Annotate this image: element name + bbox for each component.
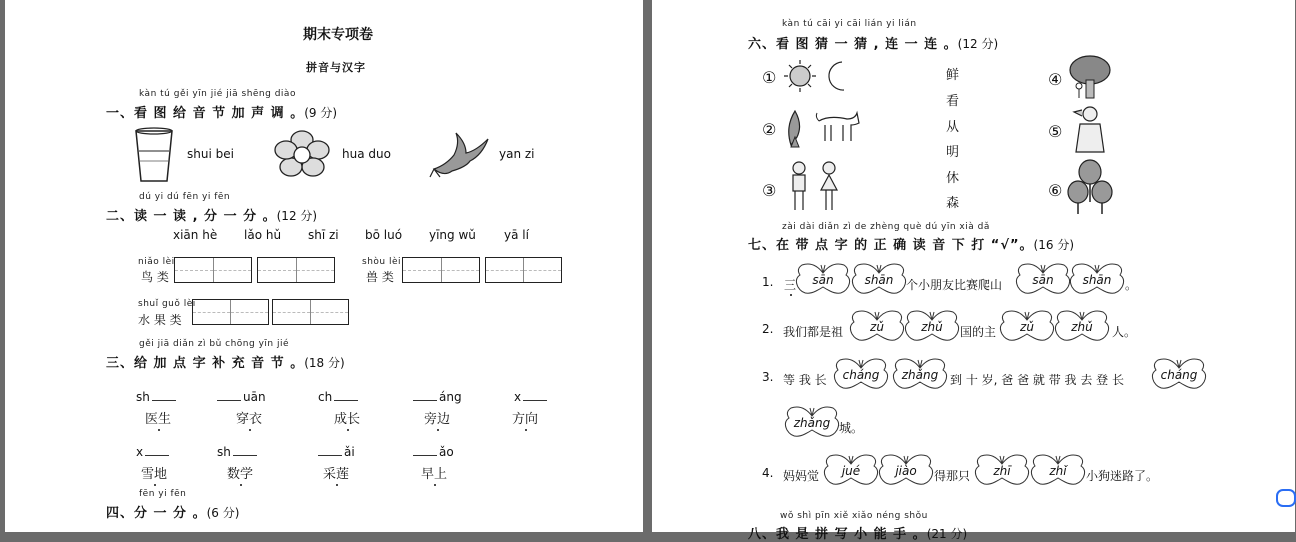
chat-assistant-icon[interactable] — [1271, 483, 1295, 509]
picture-number: ⑤ — [1048, 122, 1063, 141]
picture-number: ④ — [1048, 70, 1063, 89]
flower-icon — [273, 130, 331, 182]
item-shui-bei: shui bei — [187, 147, 234, 161]
word-option: lǎo hǔ — [244, 228, 282, 242]
match-char[interactable]: 从 — [946, 120, 960, 135]
fill-word: 数学 — [227, 467, 254, 482]
right-page — [652, 0, 1295, 542]
item-hua-duo: hua duo — [342, 147, 391, 161]
question-number: 3. — [762, 370, 774, 384]
picture-number: ① — [762, 68, 777, 87]
butterfly-option[interactable]: zǔ — [848, 308, 906, 348]
answer-box[interactable] — [485, 257, 562, 283]
category-pinyin: shòu lèi — [362, 257, 402, 267]
question-number: 4. — [762, 466, 774, 480]
section6-pinyin: kàn tú cāi yi cāi lián yi lián — [782, 19, 917, 29]
answer-box[interactable] — [192, 299, 269, 325]
fill-pinyin[interactable]: ǎi — [318, 443, 355, 459]
item-yan-zi: yan zi — [499, 147, 535, 161]
fill-word: 早上 — [421, 467, 448, 482]
fill-word: 雪地 — [141, 467, 168, 482]
section7-pinyin: zài dài diǎn zì de zhèng què dú yīn xià dǎ — [782, 222, 990, 232]
picture-number: ③ — [762, 181, 777, 200]
section3-pinyin: gěi jiā diǎn zì bǔ chōng yīn jié — [139, 339, 290, 349]
sentence-text: 小狗迷路了。 — [1086, 469, 1159, 483]
fill-word: 医生 — [145, 412, 172, 427]
answer-box[interactable] — [257, 257, 335, 283]
cup-icon — [133, 127, 175, 189]
category-label: 水 果 类 — [138, 313, 182, 327]
butterfly-option[interactable]: zhǔ — [1053, 308, 1111, 348]
category-label: 鸟 类 — [141, 270, 169, 284]
match-char[interactable]: 森 — [946, 196, 960, 211]
left-page — [5, 0, 643, 532]
fill-pinyin[interactable]: x — [514, 388, 547, 404]
section4-heading: 四、分 一 分 。(6 分) — [106, 506, 240, 521]
sentence-text: 城。 — [839, 421, 864, 435]
forest-icon — [1067, 158, 1113, 220]
match-char[interactable]: 明 — [946, 145, 960, 160]
fill-pinyin[interactable]: x — [136, 443, 169, 459]
section1-pinyin: kàn tú gěi yīn jié jiā shēng diào — [139, 89, 296, 99]
fill-pinyin[interactable]: ǎo — [413, 443, 454, 459]
butterfly-option[interactable]: shān — [850, 261, 908, 301]
fill-word: 方向 — [512, 412, 539, 427]
sun-moon-icon — [782, 58, 862, 98]
question-number: 1. — [762, 275, 774, 289]
butterfly-option[interactable]: cháng — [832, 356, 890, 396]
butterfly-option[interactable]: sān — [1014, 261, 1072, 301]
answer-box[interactable] — [174, 257, 252, 283]
fill-pinyin[interactable]: sh — [136, 388, 176, 404]
sentence-text: 个小朋友比赛爬山 — [906, 278, 1003, 292]
word-option: shī zi — [308, 228, 339, 242]
section8-heading: 八、我 是 拼 写 小 能 手 。(21 分) — [748, 527, 968, 542]
page-title: 期末专项卷 — [303, 27, 373, 43]
person-looking-icon — [1070, 104, 1110, 158]
butterfly-option[interactable]: zhī — [973, 452, 1031, 492]
fill-word: 成长 — [334, 412, 361, 427]
sentence-text: 妈妈觉 — [783, 469, 820, 483]
butterfly-option[interactable]: cháng — [1150, 356, 1208, 396]
word-option: bō luó — [365, 228, 403, 242]
butterfly-option[interactable]: jiào — [877, 452, 935, 492]
word-option: yīng wǔ — [429, 228, 476, 242]
section3-heading: 三、给 加 点 字 补 充 音 节 。(18 分) — [106, 356, 345, 371]
picture-number: ⑥ — [1048, 181, 1063, 200]
fill-word: 采莲 — [323, 467, 350, 482]
answer-box[interactable] — [272, 299, 349, 325]
sentence-text: 到 十 岁, 爸 爸 就 带 我 去 登 长 — [950, 373, 1124, 387]
sentence-text: 三 — [784, 278, 797, 292]
category-label: 兽 类 — [366, 270, 394, 284]
butterfly-option[interactable]: zhǐ — [1029, 452, 1087, 492]
butterfly-option[interactable]: zhǎng — [783, 404, 841, 444]
fill-pinyin[interactable]: uān — [217, 388, 266, 404]
word-option: yā lí — [504, 228, 529, 242]
section1-heading: 一、看 图 给 音 节 加 声 调 。(9 分) — [106, 106, 338, 121]
fill-word: 旁边 — [424, 412, 451, 427]
sentence-text: 得那只 — [934, 469, 971, 483]
sentence-text: 人。 — [1112, 325, 1137, 339]
match-char[interactable]: 看 — [946, 94, 960, 109]
children-icon — [787, 160, 845, 218]
butterfly-option[interactable]: shān — [1068, 261, 1126, 301]
match-char[interactable]: 鲜 — [946, 68, 960, 83]
butterfly-option[interactable]: jué — [822, 452, 880, 492]
fill-pinyin[interactable]: sh — [217, 443, 257, 459]
butterfly-option[interactable]: zhǎng — [891, 356, 949, 396]
sentence-text: 等 我 长 — [783, 373, 827, 387]
category-pinyin: shuǐ guǒ lèi — [138, 299, 196, 309]
section2-pinyin: dú yi dú fēn yi fēn — [139, 192, 231, 202]
sentence-text: 我们都是祖 — [783, 325, 844, 339]
butterfly-option[interactable]: sān — [794, 261, 852, 301]
fill-word: 穿衣 — [236, 412, 263, 427]
swallow-icon — [430, 131, 492, 183]
fish-sheep-icon — [785, 107, 861, 153]
section6-heading: 六、看 图 猜 一 猜 , 连 一 连 。(12 分) — [748, 37, 999, 52]
fill-pinyin[interactable]: ch — [318, 388, 358, 404]
fill-pinyin[interactable]: áng — [413, 388, 462, 404]
page-subtitle: 拼音与汉字 — [306, 61, 366, 74]
sentence-text: 。 — [1125, 278, 1138, 292]
picture-number: ② — [762, 120, 777, 139]
answer-box[interactable] — [402, 257, 480, 283]
section8-pinyin: wǒ shì pīn xiě xiǎo néng shǒu — [780, 511, 928, 521]
tree-person-icon — [1067, 54, 1113, 104]
section7-heading: 七、在 带 点 字 的 正 确 读 音 下 打 “√”。(16 分) — [748, 238, 1074, 253]
section2-heading: 二、读 一 读 , 分 一 分 。(12 分) — [106, 209, 318, 224]
butterfly-option[interactable]: zǔ — [998, 308, 1056, 348]
section4-pinyin: fēn yi fēn — [139, 489, 187, 499]
sentence-text: 国的主 — [960, 325, 997, 339]
word-option: xiān hè — [173, 228, 218, 242]
match-char[interactable]: 休 — [946, 171, 960, 186]
question-number: 2. — [762, 322, 774, 336]
category-pinyin: niǎo lèi — [138, 257, 175, 267]
butterfly-option[interactable]: zhǔ — [903, 308, 961, 348]
